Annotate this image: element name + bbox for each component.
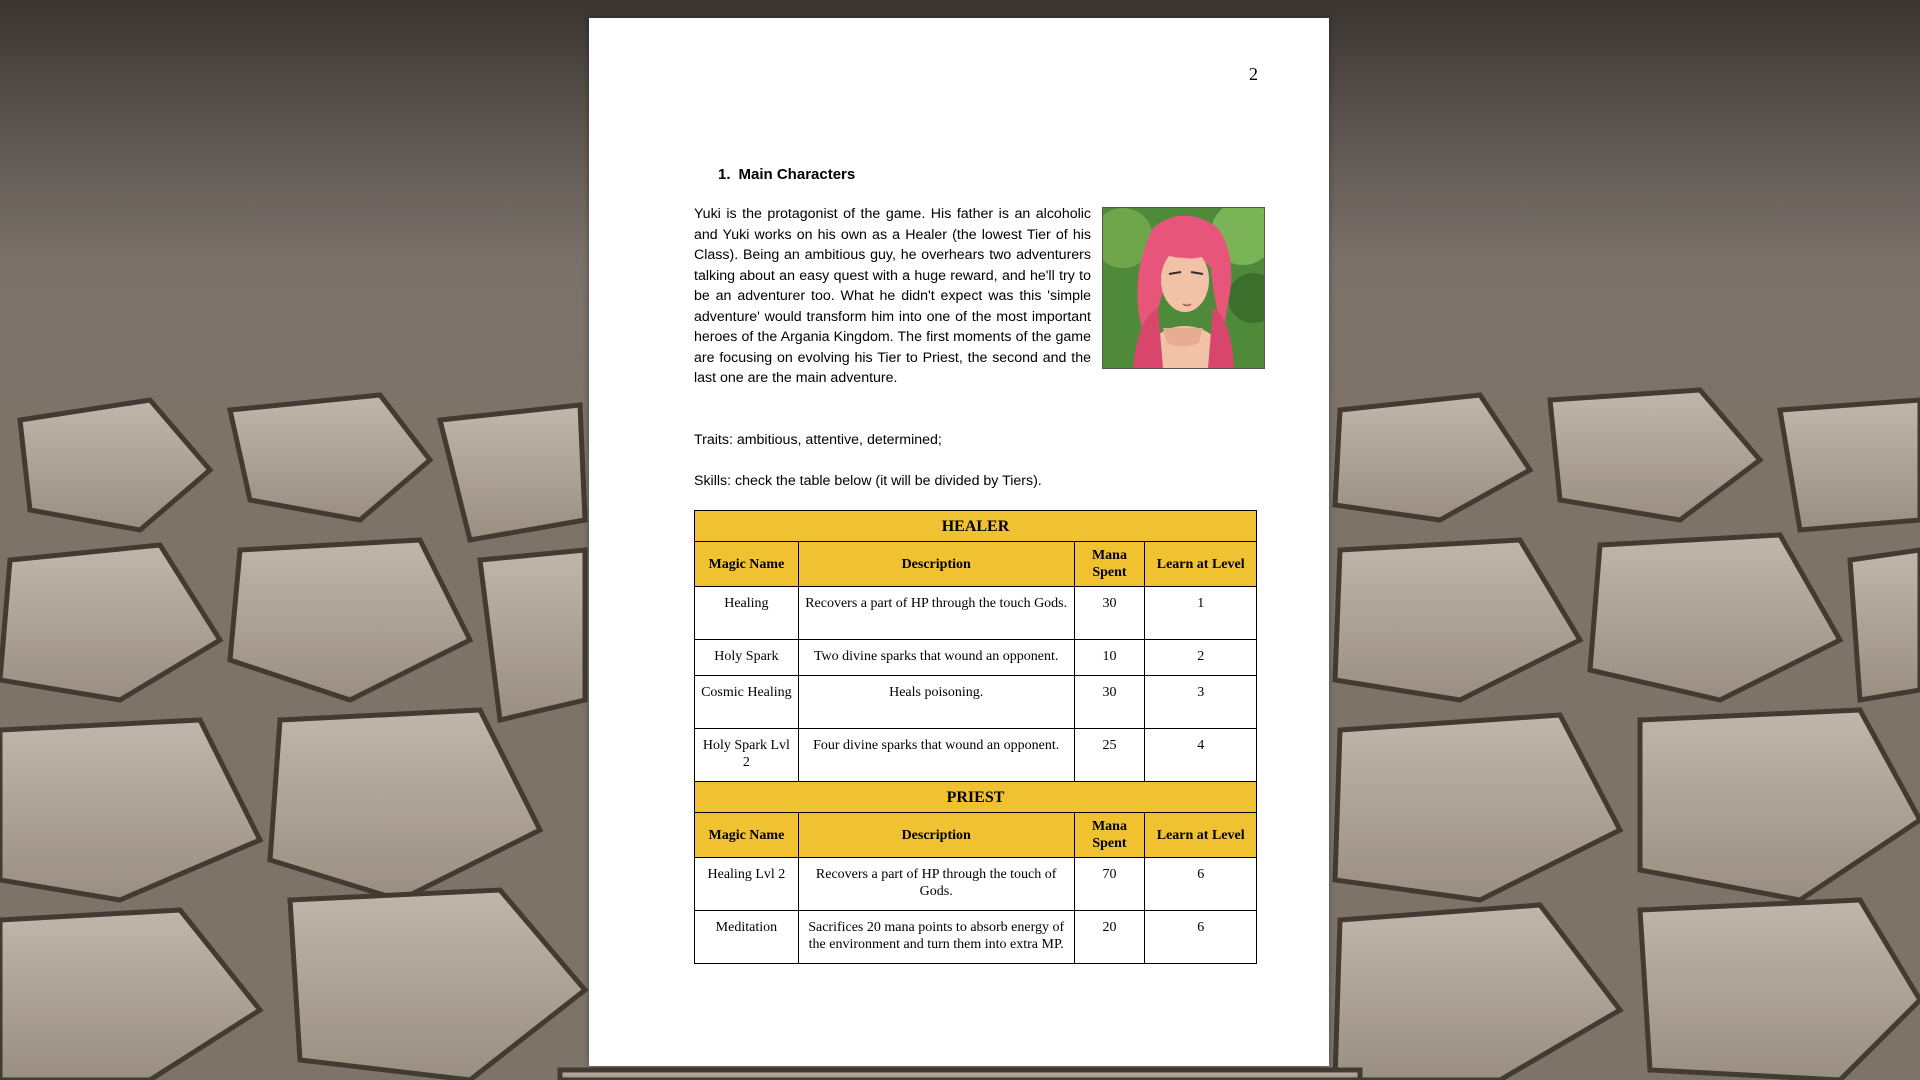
traits-line: Traits: ambitious, attentive, determined;	[694, 432, 942, 448]
section-title: Main Characters	[738, 166, 856, 183]
description-cell: Four divine sparks that wound an opponent.	[798, 729, 1074, 782]
mana-cell: 20	[1074, 911, 1145, 964]
level-cell: 3	[1145, 676, 1257, 729]
table-row	[695, 640, 1257, 676]
skills-note: Skills: check the table below (it will be divided by Tiers).	[694, 473, 1042, 489]
level-cell: 6	[1145, 911, 1257, 964]
section-number: 1.	[718, 166, 731, 183]
tier-header-row	[695, 782, 1257, 813]
description-cell: Recovers a part of HP through the touch of Gods.	[798, 858, 1074, 911]
magic-name-cell: Cosmic Healing	[695, 676, 799, 729]
magic-name-cell: Healing Lvl 2	[695, 858, 799, 911]
table-row	[695, 729, 1257, 782]
level-cell: 4	[1145, 729, 1257, 782]
section-heading	[718, 166, 855, 183]
column-header-magic-name: Magic Name	[695, 813, 799, 858]
description-cell: Sacrifices 20 mana points to absorb energy of the environment and turn them into extra MP.	[798, 911, 1074, 964]
column-header-magic-name: Magic Name	[695, 542, 799, 587]
column-header-mana-spent: Mana Spent	[1074, 813, 1145, 858]
column-header-description: Description	[798, 813, 1074, 858]
mana-cell: 30	[1074, 587, 1145, 640]
column-header-learn-level: Learn at Level	[1145, 542, 1257, 587]
level-cell: 2	[1145, 640, 1257, 676]
column-header-learn-level: Learn at Level	[1145, 813, 1257, 858]
character-description: Yuki is the protagonist of the game. His father is an alcoholic and Yuki works on his own as a Healer (the lowest Tier of his Class). Being an ambitious guy, he overhears two adventurers talking about an easy quest with a huge reward, and he'll try to be an adventurer too. What he didn't expect was this 'simple adventure' would transform him into one of the most important heroes of the Argania Kingdom. The first moments of the game are focusing on evolving his Tier to Priest, the second and the last one are the main adventure.	[694, 206, 1091, 386]
character-portrait	[1102, 207, 1265, 369]
mana-cell: 25	[1074, 729, 1145, 782]
column-header-row	[695, 542, 1257, 587]
page-number: 2	[1249, 64, 1258, 84]
column-header-mana-spent: Mana Spent	[1074, 542, 1145, 587]
skills-table	[694, 510, 1257, 964]
mana-cell: 70	[1074, 858, 1145, 911]
table-row	[695, 676, 1257, 729]
table-row	[695, 858, 1257, 911]
mana-cell: 30	[1074, 676, 1145, 729]
description-cell: Recovers a part of HP through the touch Gods.	[798, 587, 1074, 640]
magic-name-cell: Holy Spark	[695, 640, 799, 676]
mana-cell: 10	[1074, 640, 1145, 676]
table-row	[695, 911, 1257, 964]
magic-name-cell: Healing	[695, 587, 799, 640]
table-row	[695, 587, 1257, 640]
yuki-portrait-image	[1103, 208, 1264, 368]
level-cell: 1	[1145, 587, 1257, 640]
document-page	[589, 18, 1329, 1066]
description-cell: Heals poisoning.	[798, 676, 1074, 729]
column-header-description: Description	[798, 542, 1074, 587]
column-header-row	[695, 813, 1257, 858]
magic-name-cell: Holy Spark Lvl 2	[695, 729, 799, 782]
tier-header-row	[695, 511, 1257, 542]
tier-title-priest: PRIEST	[695, 782, 1257, 813]
tier-title-healer: HEALER	[695, 511, 1257, 542]
magic-name-cell: Meditation	[695, 911, 799, 964]
level-cell: 6	[1145, 858, 1257, 911]
description-cell: Two divine sparks that wound an opponent.	[798, 640, 1074, 676]
